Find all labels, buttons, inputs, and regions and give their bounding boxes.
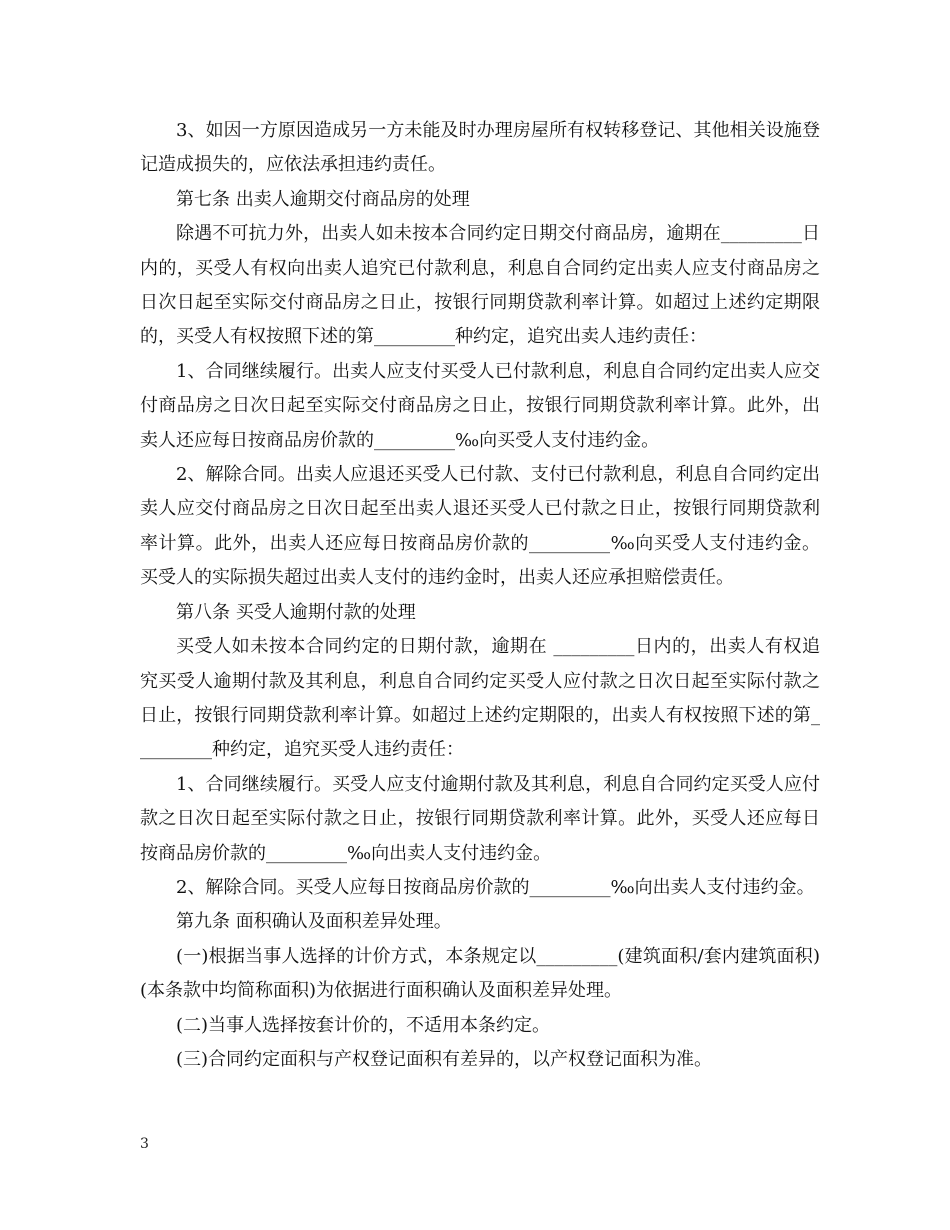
paragraph-article-7-option-1: 1、合同继续履行。出卖人应支付买受人已付款利息，利息自合同约定出卖人应交付商品房之日次日起至实际交付商品房之日止，按银行同期贷款利率计算。此外，出卖人还应每日按商品房价款的_________‰向买受人支付违约金。 [140, 360, 820, 451]
paragraph-transfer-registration-liability: 3、如因一方原因造成另一方未能及时办理房屋所有权转移登记、其他相关设施登记造成损失的，应依法承担违约责任。 [140, 120, 820, 176]
paragraph-article-9-item-1: (一)根据当事人选择的计价方式，本条规定以_________(建筑面积/套内建筑面积)(本条款中均简称面积)为依据进行面积确认及面积差异处理。 [140, 945, 820, 1002]
article-8-heading: 第八条 买受人逾期付款的处理 [176, 601, 416, 623]
document-body [140, 114, 820, 1077]
paragraph-article-8-option-2: 2、解除合同。买受人应每日按商品房价款的_________‰向出卖人支付违约金。 [176, 876, 815, 898]
paragraph-article-9-item-3: (三)合同约定面积与产权登记面积有差异的，以产权登记面积为准。 [176, 1048, 713, 1070]
paragraph-article-7-main: 除遇不可抗力外，出卖人如未按本合同约定日期交付商品房，逾期在_________日内的，买受人有权向出卖人追究已付款利息，利息自合同约定出卖人应支付商品房之日次日起至实际交付商品房之日止，按银行同期贷款利率计算。如超过上述约定期限的，买受人有权按照下述的第_________种约定，追究出卖人违约责任： [140, 223, 820, 348]
paragraph-article-8-main: 买受人如未按本合同约定的日期付款，逾期在 _________日内的，出卖人有权追究买受人逾期付款及其利息，利息自合同约定买受人应付款之日次日起至实际付款之日止，按银行同期贷款利率计算。如超过上述约定期限的，出卖人有权按照下述的第_________种约定，追究买受人违约责任： [140, 636, 820, 761]
paragraph-article-9-item-2: (二)当事人选择按套计价的，不适用本条约定。 [176, 1014, 551, 1036]
paragraph-article-8-option-1: 1、合同继续履行。买受人应支付逾期付款及其利息，利息自合同约定买受人应付款之日次日起至实际付款之日止，按银行同期贷款利率计算。此外，买受人还应每日按商品房价款的_________‰向出卖人支付违约金。 [140, 773, 820, 864]
article-7-heading: 第七条 出卖人逾期交付商品房的处理 [176, 188, 470, 210]
page-number: 3 [140, 1136, 149, 1152]
paragraph-article-7-option-2: 2、解除合同。出卖人应退还买受人已付款、支付已付款利息，利息自合同约定出卖人应交付商品房之日次日起至出卖人退还买受人已付款之日止，按银行同期贷款利率计算。此外，出卖人还应每日按商品房价款的_________‰向买受人支付违约金。买受人的实际损失超过出卖人支付的违约金时，出卖人还应承担赔偿责任。 [140, 464, 820, 589]
article-9-heading: 第九条 面积确认及面积差异处理。 [176, 911, 452, 933]
